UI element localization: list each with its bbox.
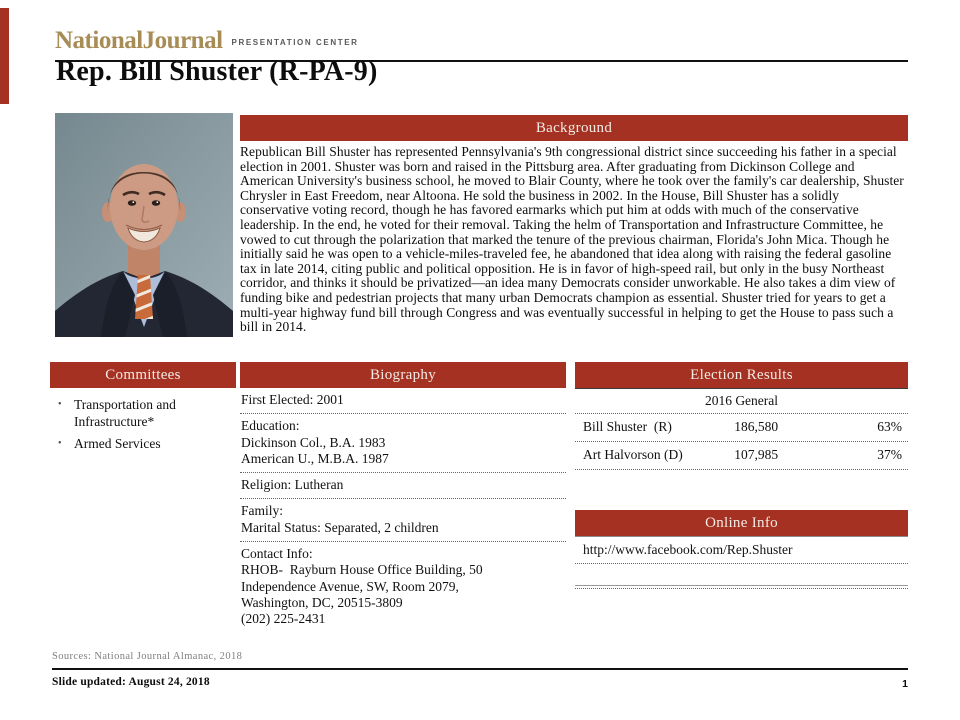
election-results-section <box>575 362 908 470</box>
committee-item <box>58 396 236 430</box>
bio-line: Religion: Lutheran <box>241 477 344 493</box>
online-empty-row-divider <box>575 586 908 589</box>
portrait-photo <box>55 113 233 337</box>
bullet-icon: • <box>58 399 62 410</box>
committees-section <box>50 362 236 457</box>
bio-line: (202) 225-2431 <box>241 611 326 627</box>
election-subheader: 2016 General <box>575 389 908 414</box>
online-info-table <box>575 536 908 589</box>
biography-section <box>240 362 566 633</box>
biography-header: Biography <box>240 362 566 388</box>
candidate-votes: 186,580 <box>734 419 779 434</box>
bio-line: Family: <box>241 503 284 519</box>
background-section <box>240 115 908 335</box>
online-info-header: Online Info <box>575 510 908 536</box>
bio-line: RHOB- Rayburn House Office Building, 50 <box>241 562 483 578</box>
candidate-name: Art Halvorson (D) <box>583 447 683 462</box>
bio-line: Dickinson Col., B.A. 1983 <box>241 434 386 450</box>
brand-logo-suffix: PRESENTATION CENTER <box>231 38 359 47</box>
biography-table <box>240 388 566 633</box>
online-info-section <box>575 510 908 589</box>
bio-row-family <box>240 499 566 542</box>
election-results-table <box>575 388 908 470</box>
footer-divider <box>52 668 908 670</box>
sources-note: Sources: National Journal Almanac, 2018 <box>52 651 243 662</box>
background-text: Republican Bill Shuster has represented Pennsylvania's 9th congressional district since succeeding his father in a special election in 2001. Shuster was born and raised in the Pittsburg area. After graduating from Dickinson College and American University's business school, he moved to Blair County, where he took over the family's car dealership, Shuster Chrysler in East Freedom, near Altoona. He sold the business in 2002. In the House, Bill Shuster has a solidly conservative voting record, though he has favored earmarks which put him at odds with much of the conservative leadership. In the end, he voted for their removal. Taking the helm of Transportation and Infrastructure Committee, he vowed to cut through the polarization that marked the tenure of the previous chairman, Florida's John Mica. Though he initially said he was open to a vehicle-miles-traveled fee, he abandoned that idea along with raising the federal gasoline tax in late 2014, citing public and political opposition. He is in favor of high-speed rail, but only in the busy Northeast corridor, and thinks it should be privatized—an idea many Democrats consider unworkable. He also takes a dim view of funding bike and pedestrian projects that many urban Democrats champion as essential. Shuster tried for years to get a multi-year highway fund bill through Congress and was eventually successful in helping to get the House to pass such a bill in 2014. <box>240 144 904 335</box>
bio-row-religion <box>240 473 566 499</box>
bio-line: Education: <box>241 418 300 434</box>
online-link[interactable]: http://www.facebook.com/Rep.Shuster <box>575 537 908 564</box>
election-results-header: Election Results <box>575 362 908 388</box>
committees-list <box>50 396 236 452</box>
committee-label: Transportation and Infrastructure* <box>74 397 176 429</box>
brand-logo-text: NationalJournal <box>55 27 223 54</box>
bio-line: Independence Avenue, SW, Room 2079, <box>241 578 459 594</box>
committees-header: Committees <box>50 362 236 388</box>
committee-label: Armed Services <box>74 436 161 451</box>
page-number: 1 <box>902 678 908 690</box>
bio-line: Washington, DC, 20515-3809 <box>241 594 403 610</box>
bio-row-first-elected <box>240 388 566 414</box>
bio-line: American U., M.B.A. 1987 <box>241 450 389 466</box>
bullet-icon: • <box>58 438 62 449</box>
candidate-percent: 37% <box>877 447 902 462</box>
bio-line: First Elected: 2001 <box>241 392 344 407</box>
bio-line: Contact Info: <box>241 546 313 562</box>
candidate-votes: 107,985 <box>734 447 779 462</box>
bio-row-education <box>240 414 566 473</box>
candidate-name: Bill Shuster (R) <box>583 419 672 434</box>
election-row <box>575 414 908 442</box>
brand-logo <box>55 27 359 55</box>
online-empty-row <box>575 564 908 586</box>
committee-item <box>58 435 236 452</box>
accent-bar <box>0 8 9 104</box>
bio-row-contact <box>240 542 566 632</box>
slide-updated: Slide updated: August 24, 2018 <box>52 676 210 688</box>
candidate-percent: 63% <box>877 419 902 434</box>
portrait-photo-image <box>55 113 233 337</box>
page-title: Rep. Bill Shuster (R-PA-9) <box>56 56 378 87</box>
election-row <box>575 442 908 470</box>
bio-line: Marital Status: Separated, 2 children <box>241 519 439 535</box>
background-header: Background <box>240 115 908 141</box>
